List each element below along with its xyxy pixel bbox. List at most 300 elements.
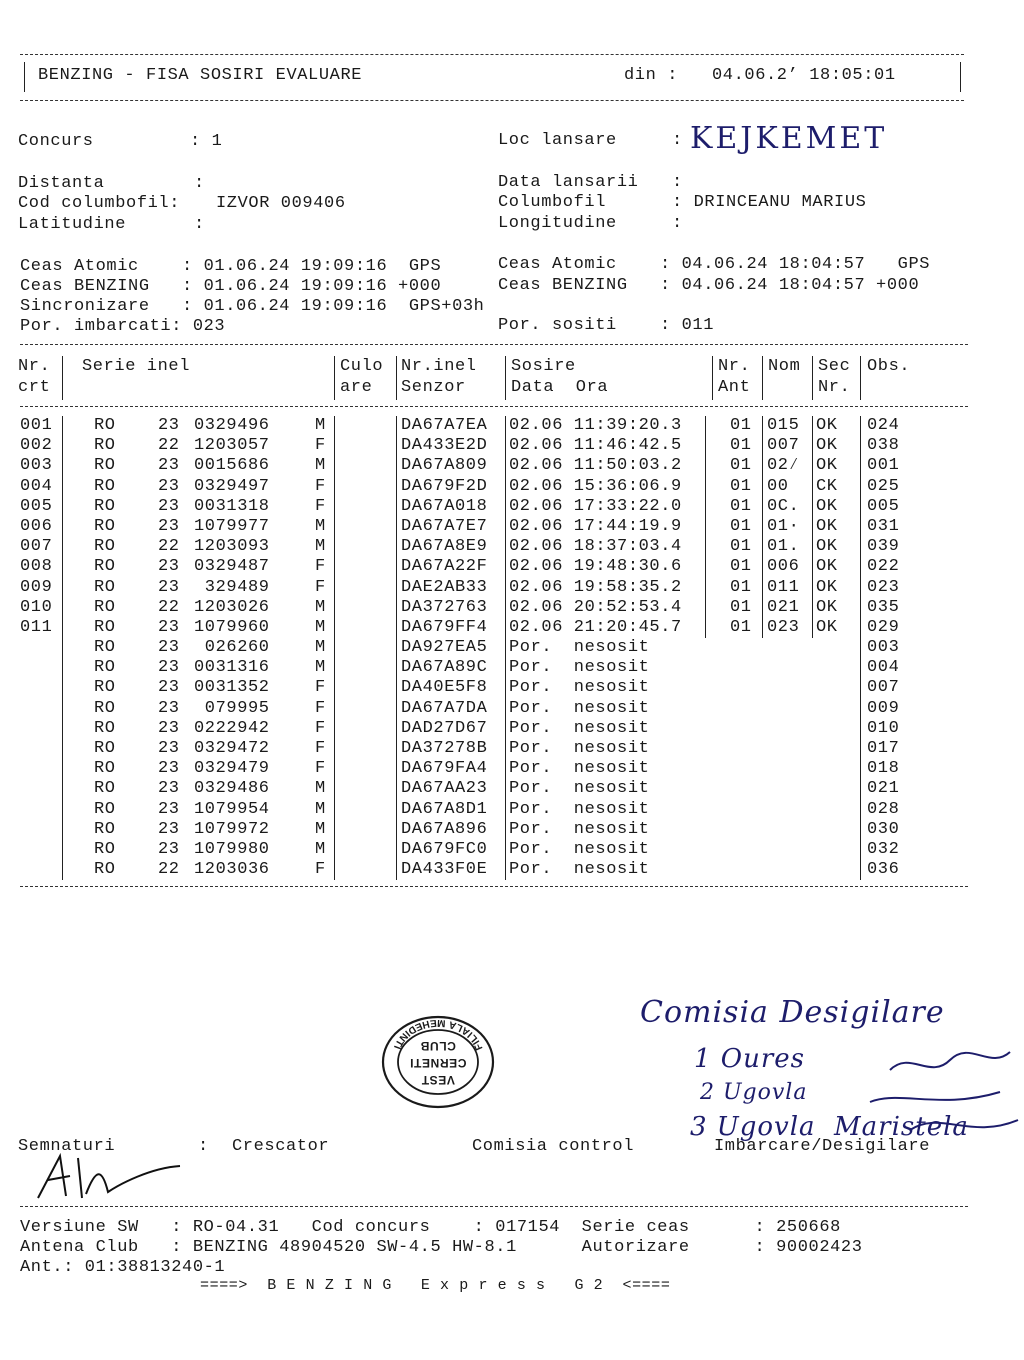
row-sensor: DA67A22F <box>401 557 488 577</box>
row-obs: 010 <box>867 718 900 738</box>
header-top-rule <box>20 54 964 55</box>
table-row <box>0 436 1024 456</box>
row-nom: 00 <box>767 476 789 496</box>
crescator-label: Crescator <box>232 1137 330 1156</box>
header-right-border <box>960 62 961 92</box>
row-crt: 011 <box>20 617 53 637</box>
row-country: RO <box>94 577 116 597</box>
concurs-value: : 1 <box>190 132 223 151</box>
row-sex: M <box>315 658 326 678</box>
row-antenna: 01 <box>730 436 752 456</box>
table-row <box>0 739 1024 759</box>
row-sex: M <box>315 799 326 819</box>
table-row <box>0 800 1024 820</box>
row-sensor: DA679FA4 <box>401 759 488 779</box>
row-country: RO <box>94 860 116 880</box>
row-obs: 005 <box>867 496 900 516</box>
row-arrival: 02.06 19:48:30.6 <box>509 557 682 577</box>
row-sex: F <box>315 678 326 698</box>
row-sec: OK <box>816 617 838 637</box>
row-ring-number: 0329497 <box>194 476 270 496</box>
row-country: RO <box>94 839 116 859</box>
row-arrival: 02.06 11:39:20.3 <box>509 416 682 435</box>
stamp-line-vest: VEST <box>421 1073 455 1087</box>
table-row <box>0 598 1024 618</box>
row-country: RO <box>94 496 116 516</box>
row-sensor: DA433F0E <box>401 860 488 880</box>
table-row <box>0 557 1024 577</box>
row-sec: OK <box>816 577 838 597</box>
columbofil-value: : DRINCEANU MARIUS <box>672 193 867 212</box>
row-year: 23 <box>158 476 180 496</box>
row-antenna: 01 <box>730 496 752 516</box>
row-obs: 018 <box>867 759 900 779</box>
row-year: 23 <box>158 678 180 698</box>
row-sensor: DA372763 <box>401 597 488 617</box>
table-row <box>0 658 1024 678</box>
row-sex: F <box>315 739 326 758</box>
handwritten-scribbles <box>850 1040 1020 1150</box>
row-sensor: DA67A7E7 <box>401 516 488 536</box>
row-year: 23 <box>158 779 180 799</box>
row-ring-number: 0329486 <box>194 779 270 799</box>
latitudine-value: : <box>194 215 205 234</box>
row-antenna: 01 <box>730 557 752 577</box>
loc-lansare-label: Loc lansare <box>498 131 617 150</box>
row-year: 23 <box>158 416 180 435</box>
report-date-value: 04.06.2’ 18:05:01 <box>712 66 896 85</box>
row-crt: 003 <box>20 456 53 476</box>
row-nom: 02⁄ <box>767 456 800 476</box>
row-country: RO <box>94 476 116 496</box>
semnaturi-colon: : <box>198 1137 209 1156</box>
row-sensor: DAD27D67 <box>401 718 488 738</box>
row-obs: 032 <box>867 839 900 859</box>
table-bottom-rule <box>20 886 968 887</box>
row-year: 23 <box>158 698 180 718</box>
row-arrival: 02.06 15:36:06.9 <box>509 476 682 496</box>
stamp-line-cerneti: CERNETI <box>409 1056 467 1070</box>
row-sex: M <box>315 839 326 859</box>
row-obs: 039 <box>867 537 900 557</box>
stamp-line-club: CLUB <box>420 1039 456 1053</box>
row-sensor: DA67A018 <box>401 496 488 516</box>
table-top-rule <box>20 344 968 345</box>
row-sex: F <box>315 557 326 577</box>
head-sep-sec <box>812 356 813 400</box>
row-sec: OK <box>816 416 838 435</box>
handwritten-comisia: Comisia Desigilare <box>640 995 945 1030</box>
row-country: RO <box>94 537 116 557</box>
row-country: RO <box>94 597 116 617</box>
row-crt: 004 <box>20 476 53 496</box>
col-head-nom: Nom <box>768 357 801 376</box>
row-country: RO <box>94 658 116 678</box>
row-sec: CK <box>816 476 838 496</box>
row-arrival: Por. nesosit <box>509 718 650 738</box>
table-row <box>0 719 1024 739</box>
row-arrival: 02.06 11:46:42.5 <box>509 436 682 456</box>
row-ring-number: 0031318 <box>194 496 270 516</box>
row-sex: F <box>315 718 326 738</box>
row-sec: OK <box>816 537 838 557</box>
row-ring-number: 1079960 <box>194 617 270 637</box>
cod-columbofil-value: IZVOR 009406 <box>216 194 346 213</box>
row-year: 23 <box>158 557 180 577</box>
row-country: RO <box>94 799 116 819</box>
row-arrival: Por. nesosit <box>509 799 650 819</box>
sincronizare: Sincronizare : 01.06.24 19:09:16 GPS+03h <box>20 297 485 316</box>
col-head-serie: Serie inel <box>82 357 191 376</box>
row-obs: 004 <box>867 658 900 678</box>
row-antenna: 01 <box>730 456 752 476</box>
row-ring-number: 1203093 <box>194 537 270 557</box>
col-head-nrant: Nr. <box>718 357 751 376</box>
col-head-secnr: Nr. <box>818 378 851 397</box>
table-row <box>0 456 1024 476</box>
row-sex: M <box>315 819 326 839</box>
row-sec: OK <box>816 557 838 577</box>
row-arrival: Por. nesosit <box>509 698 650 718</box>
report-date-label: din : <box>624 66 679 85</box>
row-sex: M <box>315 617 326 637</box>
handwritten-member-2: 2 Ugovla <box>700 1080 808 1105</box>
row-sec: OK <box>816 456 838 476</box>
columbofil-label: Columbofil <box>498 193 607 212</box>
longitudine-value: : <box>672 214 683 233</box>
footer-line-1: Versiune SW : RO-04.31 Cod concurs : 017154 Serie ceas : 250668 <box>20 1218 841 1237</box>
row-sensor: DA67A809 <box>401 456 488 476</box>
row-sex: F <box>315 860 326 880</box>
table-row <box>0 497 1024 517</box>
row-sex: M <box>315 638 326 658</box>
table-row <box>0 537 1024 557</box>
row-ring-number: 026260 <box>194 638 270 658</box>
header-left-border <box>24 62 25 92</box>
row-sensor: DA67AA23 <box>401 779 488 799</box>
ceas-benzing-start: Ceas BENZING : 01.06.24 19:09:16 +000 <box>20 277 442 296</box>
row-ring-number: 1203026 <box>194 597 270 617</box>
col-head-obs: Obs. <box>867 357 911 376</box>
cod-columbofil-label: Cod columbofil: <box>18 194 181 213</box>
row-sex: F <box>315 698 326 718</box>
footer-line-2: Antena Club : BENZING 48904520 SW-4.5 HW-8.1 Autorizare : 90002423 <box>20 1238 863 1257</box>
row-sec: OK <box>816 436 838 456</box>
head-sep-crt <box>62 356 63 400</box>
ceas-atomic-end: Ceas Atomic : 04.06.24 18:04:57 GPS <box>498 255 931 274</box>
row-obs: 009 <box>867 698 900 718</box>
row-nom: 011 <box>767 577 800 597</box>
row-nom: 007 <box>767 436 800 456</box>
row-year: 23 <box>158 718 180 738</box>
col-head-nrinel: Nr.inel <box>401 357 477 376</box>
row-obs: 024 <box>867 416 900 435</box>
table-row <box>0 820 1024 840</box>
comisia-control-label: Comisia control <box>472 1137 635 1156</box>
row-sensor: DA67A7DA <box>401 698 488 718</box>
row-obs: 017 <box>867 739 900 758</box>
row-country: RO <box>94 557 116 577</box>
row-obs: 022 <box>867 557 900 577</box>
row-obs: 025 <box>867 476 900 496</box>
row-country: RO <box>94 456 116 476</box>
row-sensor: DA67A8D1 <box>401 799 488 819</box>
row-country: RO <box>94 779 116 799</box>
row-antenna: 01 <box>730 577 752 597</box>
loc-lansare-colon: : <box>672 131 683 150</box>
head-sep-sosire <box>505 356 506 400</box>
row-crt: 009 <box>20 577 53 597</box>
head-sep-ant <box>712 356 713 400</box>
row-year: 23 <box>158 516 180 536</box>
distanta-label: Distanta <box>18 174 105 193</box>
crescator-signature <box>30 1148 190 1208</box>
row-arrival: 02.06 17:33:22.0 <box>509 496 682 516</box>
row-obs: 001 <box>867 456 900 476</box>
row-sex: F <box>315 577 326 597</box>
row-ring-number: 1203057 <box>194 436 270 456</box>
row-sensor: DA927EA5 <box>401 638 488 658</box>
col-head-crt: crt <box>18 378 51 397</box>
row-ring-number: 0329472 <box>194 739 270 758</box>
row-ring-number: 0031316 <box>194 658 270 678</box>
row-sex: F <box>315 436 326 456</box>
row-arrival: 02.06 19:58:35.2 <box>509 577 682 597</box>
row-arrival: Por. nesosit <box>509 839 650 859</box>
data-lansarii-value: : <box>672 173 683 192</box>
row-obs: 029 <box>867 617 900 637</box>
club-stamp <box>378 1012 498 1112</box>
head-sep-inel <box>396 356 397 400</box>
row-arrival: Por. nesosit <box>509 739 650 758</box>
row-crt: 001 <box>20 416 53 435</box>
row-sec: OK <box>816 516 838 536</box>
row-nom: 01· <box>767 516 800 536</box>
col-head-data-ora: Data Ora <box>511 378 609 397</box>
table-row <box>0 416 1024 436</box>
row-obs: 030 <box>867 819 900 839</box>
row-year: 23 <box>158 739 180 758</box>
row-arrival: 02.06 18:37:03.4 <box>509 537 682 557</box>
concurs-label: Concurs <box>18 132 94 151</box>
row-year: 23 <box>158 819 180 839</box>
row-sec: OK <box>816 496 838 516</box>
row-year: 23 <box>158 799 180 819</box>
row-country: RO <box>94 678 116 698</box>
row-nom: 021 <box>767 597 800 617</box>
table-row <box>0 477 1024 497</box>
row-sex: M <box>315 456 326 476</box>
latitudine-label: Latitudine <box>18 215 127 234</box>
row-arrival: Por. nesosit <box>509 638 650 658</box>
col-head-sosire: Sosire <box>511 357 576 376</box>
row-sensor: DA67A7EA <box>401 416 488 435</box>
row-sensor: DA37278B <box>401 739 488 758</box>
row-arrival: Por. nesosit <box>509 779 650 799</box>
row-obs: 023 <box>867 577 900 597</box>
row-obs: 038 <box>867 436 900 456</box>
report-title: BENZING - FISA SOSIRI EVALUARE <box>38 66 363 85</box>
porumbei-sositi: Por. sositi : 011 <box>498 316 715 335</box>
row-antenna: 01 <box>730 516 752 536</box>
ceas-atomic-start: Ceas Atomic : 01.06.24 19:09:16 GPS <box>20 257 442 276</box>
head-sep-nom <box>762 356 763 400</box>
row-year: 23 <box>158 638 180 658</box>
col-head-culo: Culo <box>340 357 384 376</box>
row-antenna: 01 <box>730 476 752 496</box>
loc-lansare-handwritten: KEJKEMET <box>690 121 888 156</box>
col-head-are: are <box>340 378 373 397</box>
row-antenna: 01 <box>730 617 752 637</box>
row-antenna: 01 <box>730 416 752 435</box>
row-ring-number: 1079977 <box>194 516 270 536</box>
row-ring-number: 0222942 <box>194 718 270 738</box>
stamp-ring-text: FILIALA MEHEDINTI <box>390 1016 486 1052</box>
row-sensor: DA433E2D <box>401 436 488 456</box>
row-obs: 035 <box>867 597 900 617</box>
row-ring-number: 0329496 <box>194 416 270 435</box>
row-year: 22 <box>158 597 180 617</box>
row-arrival: 02.06 11:50:03.2 <box>509 456 682 476</box>
head-sep-obs <box>860 356 861 400</box>
ceas-benzing-end: Ceas BENZING : 04.06.24 18:04:57 +000 <box>498 276 920 295</box>
row-crt: 007 <box>20 537 53 557</box>
row-obs: 007 <box>867 678 900 698</box>
row-country: RO <box>94 436 116 456</box>
table-row <box>0 517 1024 537</box>
row-nom: 01. <box>767 537 800 557</box>
row-sex: F <box>315 496 326 516</box>
imbarcare-desigilare-label: Imbarcare/Desigilare <box>714 1137 931 1156</box>
semnaturi-label: Semnaturi <box>18 1137 116 1156</box>
row-year: 22 <box>158 537 180 557</box>
row-arrival: Por. nesosit <box>509 658 650 678</box>
table-row <box>0 678 1024 698</box>
row-nom: 023 <box>767 617 800 637</box>
row-crt: 010 <box>20 597 53 617</box>
head-sep-culo <box>334 356 335 400</box>
row-antenna: 01 <box>730 597 752 617</box>
row-arrival: Por. nesosit <box>509 819 650 839</box>
row-antenna: 01 <box>730 537 752 557</box>
longitudine-label: Longitudine <box>498 214 617 233</box>
table-row <box>0 840 1024 860</box>
row-sensor: DA67A89C <box>401 658 488 678</box>
row-country: RO <box>94 718 116 738</box>
row-year: 23 <box>158 577 180 597</box>
row-country: RO <box>94 638 116 658</box>
row-ring-number: 1079954 <box>194 799 270 819</box>
row-year: 23 <box>158 658 180 678</box>
porumbei-imbarcati: Por. imbarcati: 023 <box>20 317 226 336</box>
col-head-ant: Ant <box>718 378 751 397</box>
row-arrival: Por. nesosit <box>509 759 650 779</box>
row-ring-number: 0329479 <box>194 759 270 779</box>
row-crt: 006 <box>20 516 53 536</box>
row-ring-number: 329489 <box>194 577 270 597</box>
row-ring-number: 0015686 <box>194 456 270 476</box>
row-sex: M <box>315 516 326 536</box>
row-country: RO <box>94 416 116 435</box>
table-row <box>0 699 1024 719</box>
row-arrival: 02.06 17:44:19.9 <box>509 516 682 536</box>
row-obs: 036 <box>867 860 900 880</box>
row-sensor: DA67A8E9 <box>401 537 488 557</box>
row-year: 23 <box>158 617 180 637</box>
row-arrival: Por. nesosit <box>509 860 650 880</box>
row-ring-number: 0329487 <box>194 557 270 577</box>
row-sensor: DA40E5F8 <box>401 678 488 698</box>
row-arrival: 02.06 21:20:45.7 <box>509 617 682 637</box>
row-sensor: DA67A896 <box>401 819 488 839</box>
row-sensor: DA679FF4 <box>401 617 488 637</box>
row-crt: 005 <box>20 496 53 516</box>
row-nom: 015 <box>767 416 800 435</box>
table-row <box>0 759 1024 779</box>
row-crt: 008 <box>20 557 53 577</box>
row-sec: OK <box>816 597 838 617</box>
row-crt: 002 <box>20 436 53 456</box>
row-ring-number: 1079980 <box>194 839 270 859</box>
row-sensor: DAE2AB33 <box>401 577 488 597</box>
handwritten-member-1: 1 Oures <box>694 1044 806 1074</box>
col-head-senzor: Senzor <box>401 378 466 397</box>
row-nom: 0C. <box>767 496 800 516</box>
row-country: RO <box>94 698 116 718</box>
row-sex: F <box>315 759 326 779</box>
row-arrival: 02.06 20:52:53.4 <box>509 597 682 617</box>
row-sex: F <box>315 476 326 496</box>
table-row <box>0 638 1024 658</box>
col-head-nr: Nr. <box>18 357 51 376</box>
row-ring-number: 1079972 <box>194 819 270 839</box>
data-lansarii-label: Data lansarii <box>498 173 639 192</box>
col-head-sec: Sec <box>818 357 851 376</box>
row-sex: M <box>315 779 326 799</box>
footer-top-rule <box>20 1206 968 1207</box>
table-header-rule <box>20 406 968 407</box>
row-country: RO <box>94 739 116 758</box>
row-country: RO <box>94 617 116 637</box>
row-ring-number: 079995 <box>194 698 270 718</box>
row-country: RO <box>94 759 116 779</box>
row-year: 23 <box>158 496 180 516</box>
arrival-table-body <box>0 416 1024 880</box>
row-country: RO <box>94 819 116 839</box>
row-year: 23 <box>158 456 180 476</box>
row-year: 23 <box>158 759 180 779</box>
row-sex: M <box>315 537 326 557</box>
row-year: 22 <box>158 436 180 456</box>
footer-line-3: Ant.: 01:38813240-1 <box>20 1258 226 1277</box>
table-row <box>0 578 1024 598</box>
row-country: RO <box>94 516 116 536</box>
table-row <box>0 779 1024 799</box>
table-row <box>0 860 1024 880</box>
handwritten-member-3: 3 Ugovla Maristela <box>690 1112 969 1142</box>
row-sensor: DA679F2D <box>401 476 488 496</box>
row-sensor: DA679FC0 <box>401 839 488 859</box>
row-sex: M <box>315 416 326 435</box>
table-row <box>0 618 1024 638</box>
row-arrival: Por. nesosit <box>509 678 650 698</box>
row-obs: 021 <box>867 779 900 799</box>
row-nom: 006 <box>767 557 800 577</box>
row-year: 23 <box>158 839 180 859</box>
row-ring-number: 1203036 <box>194 860 270 880</box>
row-ring-number: 0031352 <box>194 678 270 698</box>
distanta-value: : <box>194 174 205 193</box>
